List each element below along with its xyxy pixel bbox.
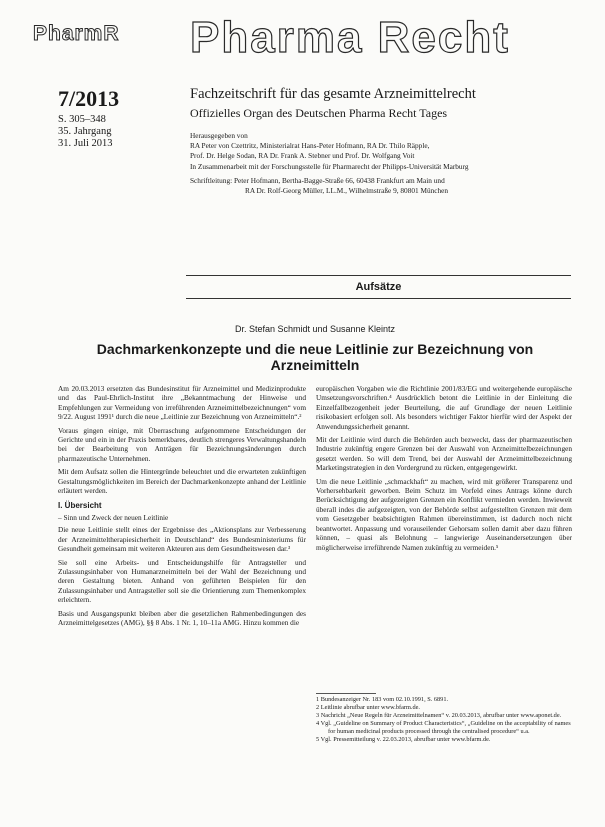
article-title: Dachmarkenkonzepte und die neue Leitlinie zur Bezeichnung von Arzneimitteln: [96, 341, 534, 373]
left-column: [58, 384, 306, 631]
paragraph: Voraus gingen einige, mit Überraschung aufgenommene Entscheidungen der Gerichte und ein in der Praxis bemerkbares, deutlich strengeres Verwaltungshandeln bei der Bearbeitung von Anträgen für Bezeichnungsänderungen durch pharmazeutische Unternehmen.: [58, 425, 306, 463]
editors-block: [190, 131, 590, 196]
footnote-rule: [316, 693, 376, 694]
paragraph: Mit dem Aufsatz sollen die Hintergründe beleuchtet und die erwarteten zukünftigen Gestaltungsmöglichkeiten im Bereich der Dachmarkenkonzepte anhand der Leitlinie erläutert werden.: [58, 467, 306, 496]
paragraph: Sie soll eine Arbeits- und Entscheidungshilfe für Antragsteller und Zulassungsinhaber von Humanarzneimitteln bei der Wahl der Bezeichnung und deren Gestaltung bieten. Anhand von geführten Beispielen für den Zulassungsinhaber und Antragsteller soll sie die Orientierung zum Themenkomplex erleichtern.: [58, 557, 306, 605]
paragraph: Mit der Leitlinie wird durch die Behörden auch bezweckt, dass der pharmazeutischen Industrie zukünftig engere Grenzen bei der Auswahl von Arzneimittelbezeichnungen gesetzt werden. So will dem Trend, bei der Auswahl der Arzneimittelbezeichnung Marketingstrategien in den Vordergrund zu rücken, entgegengewirkt.: [316, 435, 572, 473]
issue-number: 7/2013: [58, 86, 120, 111]
footnote: 4 Vgl. „Guideline on Summary of Product Characteristics“, „Guideline on the acceptability of names for human medicinal products processed through the centralised procedure“ u.a.: [316, 720, 571, 735]
logo-small: PharmR: [33, 22, 120, 45]
footnote: 1 Bundesanzeiger Nr. 183 vom 02.10.1991, S. 6891.: [316, 696, 449, 703]
paragraph: Basis und Ausgangspunkt bleiben aber die gesetzlichen Rahmenbedingungen des Arzneimittelgesetzes (AMG), §§ 8 Abs. 1 Nr. 1, 10–11a AMG. Hinzu kommen die: [58, 608, 306, 627]
section-rule-top: [186, 275, 571, 276]
issue-pages: S. 305–348: [58, 114, 106, 125]
footnotes: [316, 696, 572, 744]
paragraph: Die neue Leitlinie stellt eines der Ergebnisse des „Aktionsplans zur Verbesserung der Arzneimitteltherapiesicherheit in Deutschland“ des Bundesministeriums für Gesundheit gemeinsam mit weiteren Akteuren aus dem Gesundheitswesen dar.³: [58, 525, 306, 554]
section-title: I. Übersicht: [58, 501, 102, 511]
right-column: [316, 384, 572, 556]
issue-year: 35. Jahrgang: [58, 126, 112, 137]
article-authors: Dr. Stefan Schmidt und Susanne Kleintz: [234, 324, 396, 334]
editors-heading: Herausgegeben von: [190, 131, 248, 140]
subsection-title: – Sinn und Zweck der neuen Leitlinie: [58, 512, 169, 522]
editorial-line: RA Dr. Rolf-Georg Müller, LL.M., Wilhelmstraße 9, 80801 München: [245, 186, 449, 196]
journal-organ: Offizielles Organ des Deutschen Pharma Recht Tages: [190, 106, 448, 120]
editors-line: Prof. Dr. Helge Sodan, RA Dr. Frank A. Stebner und Prof. Dr. Wolfgang Voit: [190, 151, 415, 161]
paragraph: europäischen Vorgaben wie die Richtlinie 2001/83/EG und weitergehende europäische Umsetzungsvorschriften.⁴ Ausdrücklich betont die Leitlinie in der Einleitung die Einzelfallbezogenheit jeder Beurteilung, die auf Grundlage der neuen Leitlinie risikobasiert erfolgen soll. Als besonders wichtiger Faktor hierfür wird der Aspekt der Anwendungssicherheit genannt.: [316, 384, 572, 431]
section-heading: Aufsätze: [355, 281, 402, 293]
issue-meta: [58, 114, 113, 150]
logo-title: Pharma Recht: [190, 13, 510, 62]
paragraph: Um die neue Leitlinie „schmackhaft“ zu machen, wird mit größerer Transparenz und Vorhersehbarkeit geworben. Beim Schutz im Vorfeld eines Antrags könne durch Berücksichtigung der aufgezeigten Grenzen ein Konflikt vermieden werden. Inwieweit überall indes die aufgezeigten, von der Behörde selbst aufgestellten Grenzen mit dem vom Gesetzgeber beabsichtigten Rahmen übereinstimmen, ist dadurch noch nicht beantwortet. Anpassung und vorauseilender Gehorsam sollen damit aber dazu führen können, – quasi als Belohnung – langwierige Auseinandersetzungen über möglicherweise irreführende Namen zukünftig zu vermeiden.⁵: [316, 476, 572, 552]
journal-subtitle: Fachzeitschrift für das gesamte Arzneimittelrecht: [190, 86, 476, 102]
editors-line: In Zusammenarbeit mit der Forschungsstelle für Pharmarecht der Philipps-Universität Marburg: [190, 161, 469, 171]
footnote: 3 Nachricht „Neue Regeln für Arzneimittelnamen“ v. 20.03.2013, abrufbar unter www.aponet.de.: [316, 712, 562, 719]
footnote: 2 Leitlinie abrufbar unter www.bfarm.de.: [316, 704, 420, 711]
editors-line: RA Peter von Czettritz, Ministerialrat Hans-Peter Hofmann, RA Dr. Thilo Räpple,: [190, 141, 430, 151]
footnote: 5 Vgl. Pressemitteilung v. 22.03.2013, abrufbar unter www.bfarm.de.: [316, 736, 491, 743]
editorial-line: Schriftleitung: Peter Hofmann, Bertha-Bagge-Straße 66, 60438 Frankfurt am Main und: [190, 175, 445, 185]
section-rule-bottom: [186, 298, 571, 299]
paragraph: Am 20.03.2013 ersetzten das Bundesinstitut für Arzneimittel und Medizinprodukte und das Paul-Ehrlich-Institut ihre „Bekanntmachung der Hinweise und Empfehlungen zur Vermeidung von irreführenden Arzneimittelbezeichnungen“ vom 9/22. August 1991¹ durch die neue „Leitlinie zur Bezeichnung von Arzneimitteln“.²: [58, 384, 306, 422]
issue-date: 31. Juli 2013: [58, 138, 113, 149]
